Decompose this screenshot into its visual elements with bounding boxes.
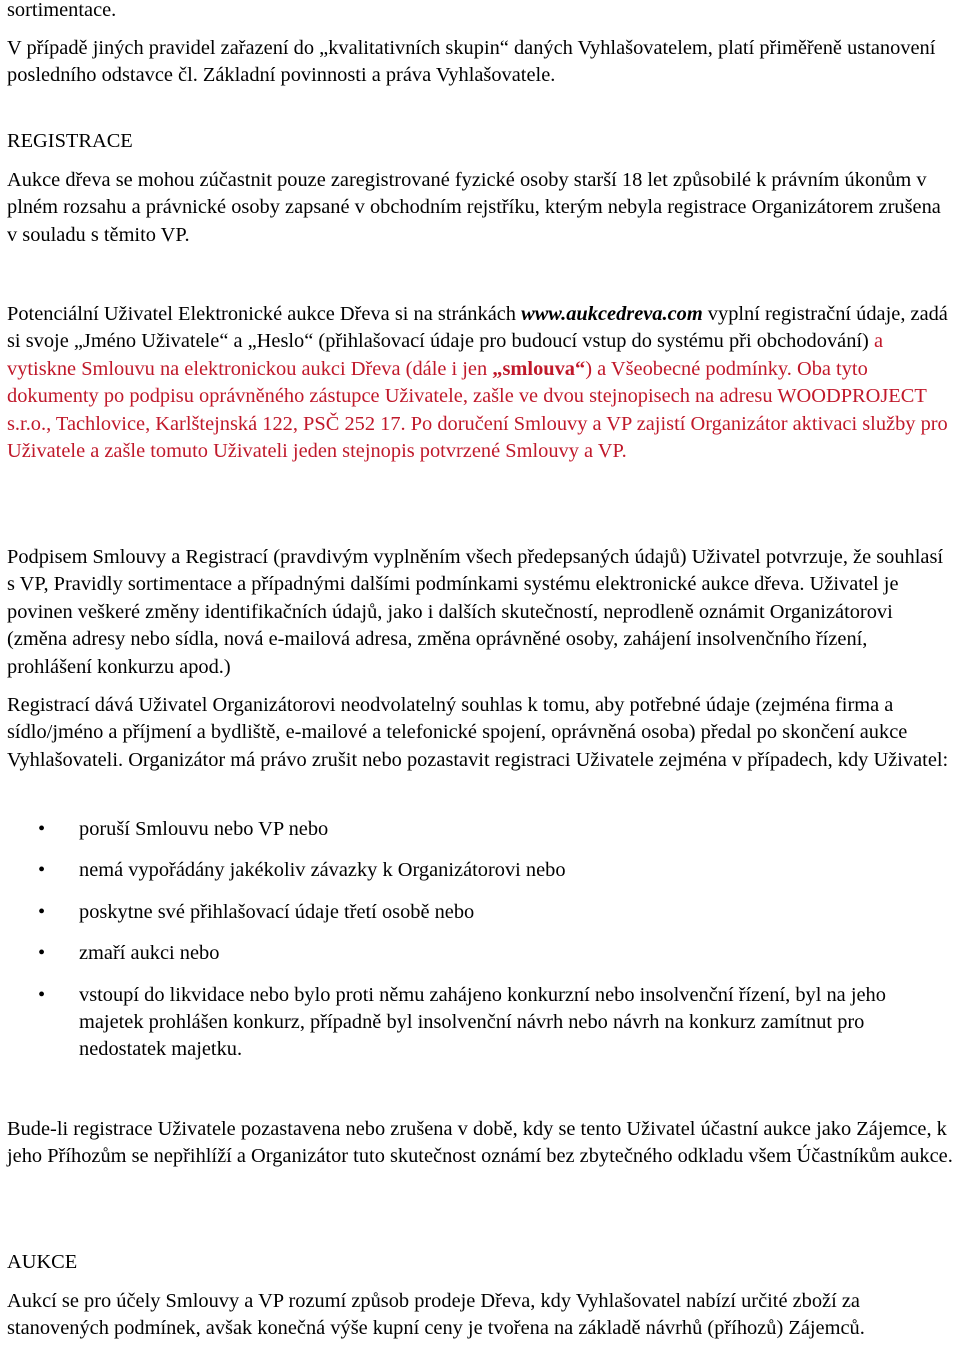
registrace-paragraph-2 — [7, 301, 955, 465]
section-heading-aukce: AUKCE — [7, 1251, 78, 1273]
registrace-paragraph-1: Aukce dřeva se mohou zúčastnit pouze zaregistrované fyzické osoby starší 18 let způsobilé k právním úkonům v plném rozsahu a právnické osoby zapsané v obchodním rejstříku, kterým nebyla registrace Organizátorem zrušena v souladu s těmito VP. — [7, 169, 941, 246]
cancellation-reasons-list — [0, 816, 955, 1078]
registrace-paragraph-3: Podpisem Smlouvy a Registrací (pravdivým vyplněním všech předepsaných údajů) Uživatel potvrzuje, že souhlasí s VP, Pravidly sortimentace a případnými dalšími podmínkami systému elektronické aukce dřeva. Uživatel je povinen veškeré změny identifikačních údajů, jako i dalších skutečností, neprodleně oznámit Organizátorovi (změna adresy nebo sídla, nová e-mailová adresa, změna oprávněné osoby, zahájení insolvenčního řízení, prohlášení konkurzu apod.) — [7, 546, 944, 678]
list-item: • vstoupí do likvidace nebo bylo proti němu zahájeno konkurzní nebo insolvenční řízení, byl na jeho majetek prohlášen konkurz, případně byl insolvenční návrh nebo návrh na konkurz zamítnut pro nedostatek majetku. — [38, 983, 886, 1061]
registrace-paragraph-4: Registrací dává Uživatel Organizátorovi neodvolatelný souhlas k tomu, aby potřebné údaje (zejména firma a sídlo/jméno a příjmení a bydliště, e-mailové a telefonické spojení, oprávněná osoba) předal po skončení aukce Vyhlašovateli. Organizátor má právo zrušit nebo pozastavit registraci Uživatele zejména v případech, kdy Uživatel: — [7, 694, 949, 771]
p2-text-2: vyplní registrační údaje, zadá si svoje „Jméno Uživatele“ a „Heslo“ (přihlašovací údaje pro budoucí vstup do systému při obchodování) — [7, 303, 948, 353]
bullet-icon: • — [38, 818, 46, 840]
intro-paragraph: V případě jiných pravidel zařazení do „kvalitativních skupin“ daných Vyhlašovatelem, platí přiměřeně ustanovení posledního odstavce čl. Základní povinnosti a práva Vyhlašovatele. — [7, 37, 936, 87]
website-link[interactable]: www.aukcedreva.com — [521, 303, 703, 325]
section-heading-registrace: REGISTRACE — [7, 130, 133, 152]
p2-text-1: Potenciální Uživatel Elektronické aukce Dřeva si na stránkách — [7, 303, 522, 325]
p2-red-text-1: a vytiskne Smlouvu na elektronickou aukci Dřeva (dále i jen — [7, 330, 884, 380]
registrace-paragraph-5: Bude-li registrace Uživatele pozastavena nebo zrušena v době, kdy se tento Uživatel účastní aukce jako Zájemce, k jeho Příhozům se nepřihlíží a Organizátor tuto skutečnost oznámí bez zbytečného odkladu všem Účastníkům aukce. — [7, 1118, 953, 1168]
list-item: • nemá vypořádány jakékoliv závazky k Organizátorovi nebo — [0, 857, 955, 884]
bullet-icon: • — [38, 983, 46, 1006]
bullet-icon: • — [38, 942, 46, 965]
p2-red-bold-smlouva: „smlouva“ — [492, 357, 586, 380]
bullet-icon: • — [38, 900, 46, 923]
p2-red-text-2: ) a Všeobecné podmínky. Oba tyto dokumenty po podpisu oprávněného zástupce Uživatele, zašle ve dvou stejnopisech na adresu WOODPROJECT s.r.o., Tachlovice, Karlštejnská 122, PSČ 252 17. Po doručení Smlouvy a VP zajistí Organizátor aktivaci služby pro Uživatele a zašle tomuto Uživateli jeden stejnopis potvrzené Smlouvy a VP. — [7, 357, 948, 463]
list-item: • poskytne své přihlašovací údaje třetí osobě nebo — [0, 899, 955, 926]
bullet-icon: • — [38, 859, 46, 882]
list-item: • zmaří aukci nebo — [0, 940, 955, 967]
aukce-paragraph-1: Aukcí se pro účely Smlouvy a VP rozumí způsob prodeje Dřeva, kdy Vyhlašovatel nabízí určité zboží za stanovených podmínek, avšak konečná výše kupní ceny je tvořena na základě návrhů (příhozů) Zájemců. — [7, 1290, 865, 1340]
list-item: • poruší Smlouvu nebo VP nebo — [0, 816, 955, 843]
intro-fragment: sortimentace. — [7, 0, 117, 21]
